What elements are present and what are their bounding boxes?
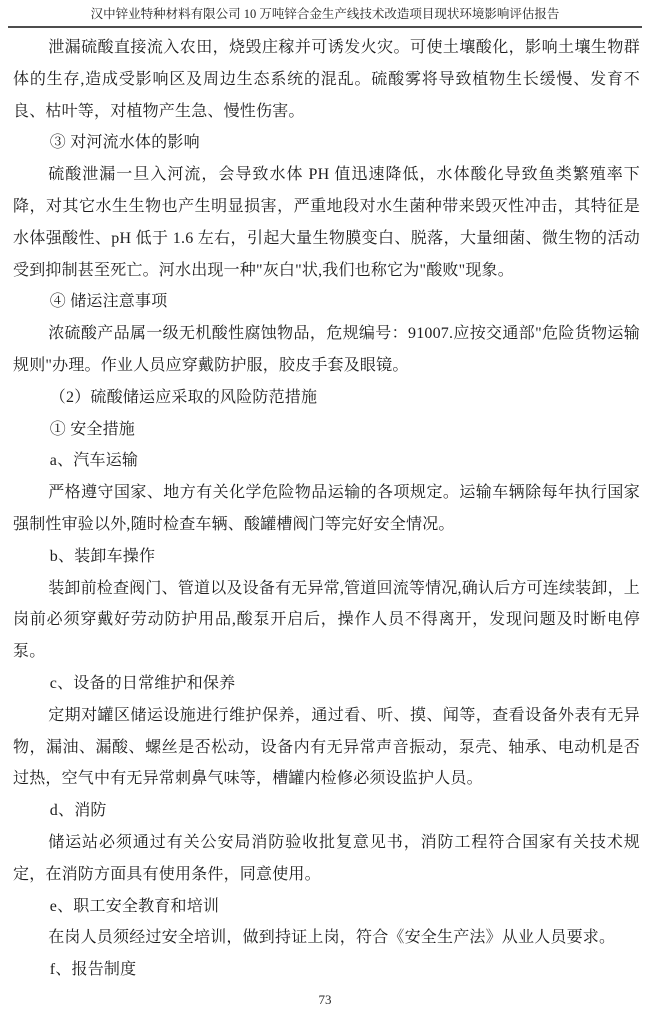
paragraph: a、汽车运输 bbox=[49, 452, 139, 470]
paragraph: 储运站必须通过有关公安局消防验收批复意见书，消防工程符合国家有关技术规定，在消防方面具有使用条件，同意使用。 bbox=[13, 833, 640, 883]
paragraph: e、职工安全教育和培训 bbox=[49, 897, 220, 915]
paragraph: ③ 对河流水体的影响 bbox=[49, 134, 200, 152]
paragraph: d、消防 bbox=[49, 802, 107, 820]
paragraph: 硫酸泄漏一旦入河流，会导致水体 PH 值迅速降低，水体酸化导致鱼类繁殖率下降，对其它水生生物也产生明显损害，严重地段对水生菌种带来毁灭性冲击，其特征是水体强酸性、pH 低于 1.6 左右，引起大量生物膜变白、脱落，大量细菌、微生物的活动受到抑制甚至死亡。河水出现一种"灰白"状,我们也称它为"酸败"现象。 bbox=[13, 166, 640, 279]
page-number: 73 bbox=[318, 992, 332, 1007]
paragraph: ① 安全措施 bbox=[49, 420, 135, 438]
page-header bbox=[0, 0, 650, 28]
paragraph: 严格遵守国家、地方有关化学危险物品运输的各项规定。运输车辆除每年执行国家强制性审验以外,随时检查车辆、酸罐槽阀门等完好安全情况。 bbox=[13, 484, 640, 533]
paragraph: c、设备的日常维护和保养 bbox=[49, 674, 236, 692]
paragraph: b、装卸车操作 bbox=[49, 547, 156, 565]
paragraph: 浓硫酸产品属一级无机酸性腐蚀物品，危规编号：91007.应按交通部"危险货物运输规则"办理。作业人员应穿戴防护服，胶皮手套及眼镜。 bbox=[13, 325, 640, 374]
header-title: 汉中锌业特种材料有限公司 10 万吨锌合金生产线技术改造项目现状环境影响评估报告 bbox=[90, 7, 560, 21]
paragraph: （2）硫酸储运应采取的风险防范措施 bbox=[49, 388, 318, 406]
paragraph: 在岗人员须经过安全培训，做到持证上岗，符合《安全生产法》从业人员要求。 bbox=[48, 929, 616, 947]
paragraph: 装卸前检查阀门、管道以及设备有无异常,管道回流等情况,确认后方可连续装卸，上岗前必须穿戴好劳动防护用品,酸泵开启后，操作人员不得离开，发现问题及时断电停泵。 bbox=[13, 579, 640, 661]
paragraph: 定期对罐区储运设施进行维护保养，通过看、听、摸、闻等，查看设备外表有无异物，漏油、漏酸、螺丝是否松动，设备内有无异常声音振动，泵壳、轴承、电动机是否过热，空气中有无异常刺鼻气味等，槽罐内检修必须设监护人员。 bbox=[13, 706, 640, 788]
paragraph: ④ 储运注意事项 bbox=[49, 293, 168, 311]
paragraph: f、报告制度 bbox=[49, 961, 137, 979]
document-body bbox=[0, 28, 650, 986]
paragraph: 泄漏硫酸直接流入农田，烧毁庄稼并可诱发火灾。可使土壤酸化，影响土壤生物群体的生存,造成受影响区及周边生态系统的混乱。硫酸雾将导致植物生长缓慢、发育不良、枯叶等，对植物产生急、慢性伤害。 bbox=[13, 39, 640, 120]
